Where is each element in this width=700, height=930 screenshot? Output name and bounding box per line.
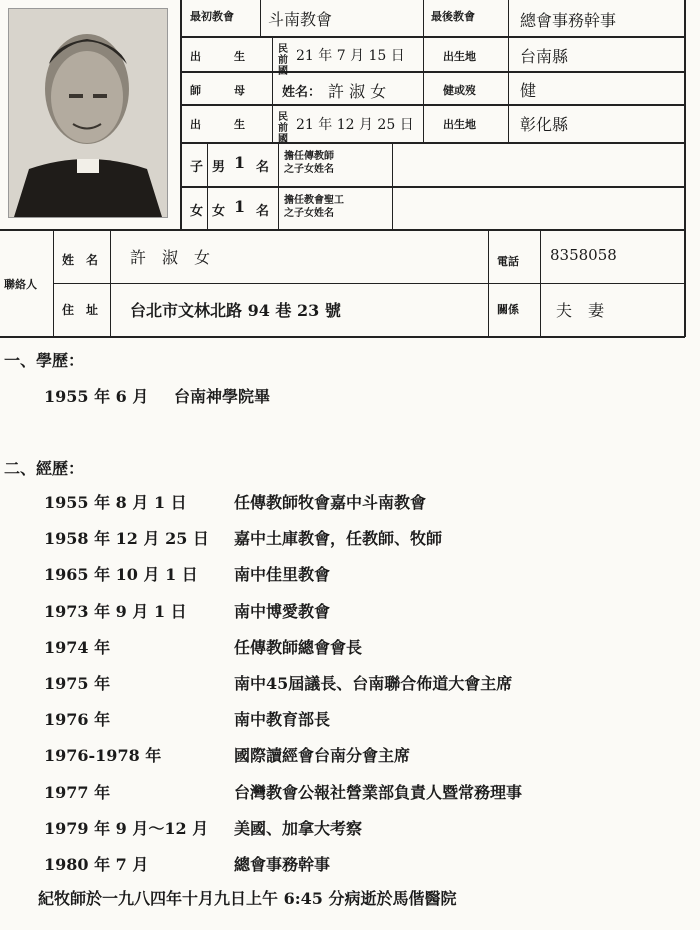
health-label: 健或歿 — [443, 84, 476, 97]
education-item — [44, 384, 684, 410]
wife-birthplace-value: 彰化縣 — [520, 115, 569, 134]
first-church-label: 最初教會 — [190, 10, 234, 23]
career-item — [44, 599, 684, 625]
contact-address-value: 台北市文林北路 94 巷 23 號 — [130, 301, 341, 320]
career-event: 南中佳里教會 — [234, 565, 331, 585]
wife-name-label: 姓名： — [282, 85, 322, 100]
wife-birthplace-label: 出生地 — [443, 118, 476, 131]
career-date: 1980 年 7 月 — [44, 855, 149, 874]
wife-birth-date: 21 年 12 月 25 日 — [296, 117, 414, 133]
career-date: 1974 年 — [44, 637, 111, 657]
career-date: 1955 年 8 月 1 日 — [44, 493, 187, 512]
career-item — [44, 707, 684, 733]
first-church-value: 斗南教會 — [268, 10, 333, 29]
daughters-prefix: 女 — [190, 204, 204, 219]
career-event: 美國、加拿大考察 — [234, 818, 363, 838]
era-label: 民前國 — [278, 44, 288, 77]
education-date: 1955 年 6 月 — [44, 387, 149, 406]
career-event: 任傳教師牧會嘉中斗南教會 — [234, 493, 427, 512]
wife-label: 師 母 — [190, 84, 245, 97]
career-event: 南中45屆議長、台南聯合佈道大會主席 — [234, 674, 513, 693]
career-date: 1977 年 — [44, 782, 111, 802]
contact-relation-label: 關係 — [497, 303, 519, 316]
career-date: 1965 年 10 月 1 日 — [44, 565, 198, 585]
last-church-label: 最後教會 — [431, 10, 475, 23]
wife-era-label: 民前國 — [278, 112, 288, 145]
career-item — [44, 526, 684, 552]
daughters-note-1: 擔任教會聖工 — [284, 195, 344, 206]
wife-name-value: 許 淑 女 — [328, 82, 387, 101]
wife-birth-label: 出 生 — [190, 118, 245, 131]
birthplace-value: 台南縣 — [520, 47, 569, 66]
career-item — [44, 562, 684, 588]
contact-phone-label: 電話 — [497, 255, 519, 268]
birthplace-label: 出生地 — [443, 50, 476, 63]
career-event: 南中博愛教會 — [234, 601, 331, 621]
career-item — [44, 671, 684, 697]
career-item — [44, 780, 684, 806]
career-event: 台灣教會公報社營業部負責人暨常務理事 — [234, 782, 523, 802]
career-date: 1975 年 — [44, 674, 111, 693]
education-heading: 一、學歷： — [4, 351, 85, 370]
career-event: 總會事務幹事 — [234, 855, 331, 874]
career-item — [44, 816, 684, 842]
portrait-photo — [8, 8, 168, 218]
contact-phone-value: 8358058 — [550, 246, 617, 264]
daughters-unit: 名 — [256, 204, 270, 219]
birth-date: 21 年 7 月 15 日 — [296, 48, 405, 64]
daughters-note-2: 之子女姓名 — [284, 208, 334, 219]
career-date: 1958 年 12 月 25 日 — [44, 529, 209, 549]
career-item — [44, 635, 684, 661]
career-item — [44, 743, 684, 769]
career-event: 南中教育部長 — [234, 710, 331, 730]
sons-note-2: 之子女姓名 — [284, 164, 334, 175]
health-value: 健 — [520, 81, 537, 100]
contact-name-value: 許 淑 女 — [130, 248, 211, 267]
career-date: 1979 年 9 月～12 月 — [44, 818, 209, 838]
career-date: 1976 年 — [44, 710, 111, 730]
last-position-value: 總會事務幹事 — [520, 11, 617, 30]
career-heading: 二、經歷： — [4, 459, 85, 478]
career-date: 1973 年 9 月 1 日 — [44, 601, 187, 621]
career-event: 國際讀經會台南分會主席 — [234, 746, 411, 766]
career-event: 任傳教師總會會長 — [234, 637, 363, 657]
contact-name-label: 姓 名 — [62, 253, 99, 267]
daughters-count: 1 — [234, 197, 246, 216]
sons-note-1: 擔任傳教師 — [284, 151, 334, 162]
portrait-image — [9, 9, 167, 217]
sons-label: 男 — [212, 160, 226, 175]
children-label: 子 — [190, 160, 204, 175]
memorial-note: 紀牧師於一九八四年十月九日上午 6:45 分病逝於馬偕醫院 — [38, 889, 457, 908]
birth-label: 出 生 — [190, 50, 245, 63]
career-item — [44, 852, 684, 878]
contact-relation-value: 夫 妻 — [556, 301, 605, 320]
career-event: 嘉中土庫教會，任教師、牧師 — [234, 529, 443, 549]
sons-unit: 名 — [256, 160, 270, 175]
contact-address-label: 住 址 — [62, 303, 99, 317]
career-date: 1976-1978 年 — [44, 746, 162, 766]
career-item — [44, 490, 684, 516]
education-event: 台南神學院畢 — [174, 387, 271, 406]
sons-count: 1 — [234, 153, 246, 172]
daughters-label: 女 — [212, 204, 226, 219]
contact-section-label: 聯絡人 — [4, 278, 37, 291]
